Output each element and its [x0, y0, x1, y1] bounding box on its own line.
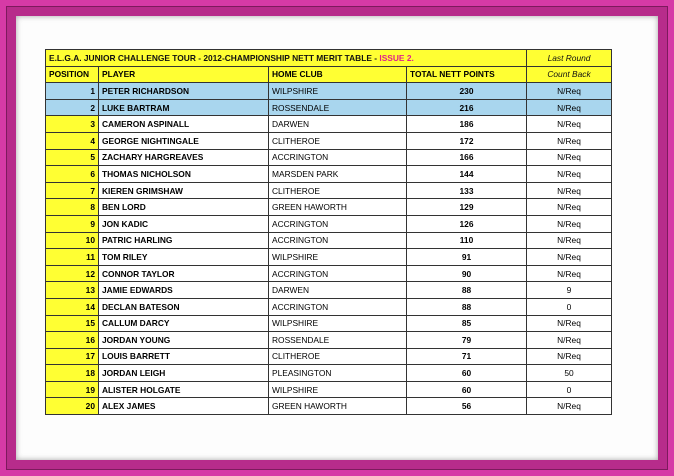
position-cell: 15 [46, 315, 99, 332]
points-cell: 129 [407, 199, 527, 216]
club-cell: DARWEN [269, 116, 407, 133]
position-header: POSITION [46, 66, 99, 83]
count-back-cell: N/Req [527, 232, 612, 249]
player-cell: KIEREN GRIMSHAW [99, 182, 269, 199]
points-cell: 172 [407, 132, 527, 149]
count-back-cell: N/Req [527, 215, 612, 232]
club-cell: ACCRINGTON [269, 232, 407, 249]
club-cell: WILPSHIRE [269, 381, 407, 398]
player-cell: DECLAN BATESON [99, 298, 269, 315]
position-cell: 12 [46, 265, 99, 282]
count-back-cell: N/Req [527, 149, 612, 166]
player-cell: JORDAN LEIGH [99, 365, 269, 382]
player-cell: JORDAN YOUNG [99, 332, 269, 349]
club-cell: PLEASINGTON [269, 365, 407, 382]
points-cell: 88 [407, 298, 527, 315]
club-cell: ROSSENDALE [269, 332, 407, 349]
count-back-cell: 0 [527, 298, 612, 315]
points-cell: 79 [407, 332, 527, 349]
table-row [46, 116, 612, 133]
player-cell: JON KADIC [99, 215, 269, 232]
points-cell: 60 [407, 365, 527, 382]
issue-label: ISSUE 2. [379, 52, 414, 63]
club-header: HOME CLUB [269, 66, 407, 83]
count-back-cell: 0 [527, 381, 612, 398]
title-row [46, 50, 612, 67]
position-cell: 8 [46, 199, 99, 216]
player-cell: CAMERON ASPINALL [99, 116, 269, 133]
count-back-cell: N/Req [527, 348, 612, 365]
club-cell: GREEN HAWORTH [269, 199, 407, 216]
player-cell: GEORGE NIGHTINGALE [99, 132, 269, 149]
player-cell: CALLUM DARCY [99, 315, 269, 332]
points-cell: 91 [407, 249, 527, 266]
points-cell: 85 [407, 315, 527, 332]
table-row [46, 265, 612, 282]
position-cell: 1 [46, 83, 99, 100]
table-row [46, 332, 612, 349]
merit-table [45, 49, 612, 415]
club-cell: CLITHEROE [269, 182, 407, 199]
table-row [46, 99, 612, 116]
table-row [46, 232, 612, 249]
count-back-cell: N/Req [527, 182, 612, 199]
player-cell: PETER RICHARDSON [99, 83, 269, 100]
count-back-cell: 50 [527, 365, 612, 382]
table-row [46, 282, 612, 299]
player-cell: CONNOR TAYLOR [99, 265, 269, 282]
table-row [46, 215, 612, 232]
count-back-cell: N/Req [527, 199, 612, 216]
table-row [46, 298, 612, 315]
count-back-header: Count Back [527, 66, 612, 83]
points-cell: 144 [407, 166, 527, 183]
table-row [46, 132, 612, 149]
position-cell: 17 [46, 348, 99, 365]
position-cell: 7 [46, 182, 99, 199]
club-cell: GREEN HAWORTH [269, 398, 407, 415]
club-cell: CLITHEROE [269, 132, 407, 149]
points-cell: 126 [407, 215, 527, 232]
table-row [46, 166, 612, 183]
points-header: TOTAL NETT POINTS [407, 66, 527, 83]
position-cell: 5 [46, 149, 99, 166]
count-back-cell: 9 [527, 282, 612, 299]
table-row [46, 149, 612, 166]
position-cell: 10 [46, 232, 99, 249]
points-cell: 90 [407, 265, 527, 282]
position-cell: 6 [46, 166, 99, 183]
points-cell: 56 [407, 398, 527, 415]
position-cell: 3 [46, 116, 99, 133]
points-cell: 88 [407, 282, 527, 299]
club-cell: ACCRINGTON [269, 298, 407, 315]
player-header: PLAYER [99, 66, 269, 83]
club-cell: ACCRINGTON [269, 265, 407, 282]
table-row [46, 199, 612, 216]
position-cell: 2 [46, 99, 99, 116]
position-cell: 14 [46, 298, 99, 315]
last-round-header: Last Round [527, 50, 612, 67]
player-cell: JAMIE EDWARDS [99, 282, 269, 299]
position-cell: 20 [46, 398, 99, 415]
position-cell: 9 [46, 215, 99, 232]
points-cell: 71 [407, 348, 527, 365]
count-back-cell: N/Req [527, 132, 612, 149]
points-cell: 166 [407, 149, 527, 166]
club-cell: ACCRINGTON [269, 149, 407, 166]
points-cell: 216 [407, 99, 527, 116]
table-row [46, 83, 612, 100]
player-cell: THOMAS NICHOLSON [99, 166, 269, 183]
position-cell: 16 [46, 332, 99, 349]
title-main: E.L.G.A. JUNIOR CHALLENGE TOUR - 2012-CHAMPIONSHIP NETT MERIT TABLE - [49, 52, 380, 63]
count-back-cell: N/Req [527, 249, 612, 266]
count-back-cell: N/Req [527, 166, 612, 183]
club-cell: WILPSHIRE [269, 83, 407, 100]
club-cell: ROSSENDALE [269, 99, 407, 116]
club-cell: DARWEN [269, 282, 407, 299]
club-cell: ACCRINGTON [269, 215, 407, 232]
count-back-cell: N/Req [527, 83, 612, 100]
club-cell: MARSDEN PARK [269, 166, 407, 183]
points-cell: 186 [407, 116, 527, 133]
table-row [46, 365, 612, 382]
column-header-row [46, 66, 612, 83]
position-cell: 4 [46, 132, 99, 149]
player-cell: ALISTER HOLGATE [99, 381, 269, 398]
count-back-cell: N/Req [527, 332, 612, 349]
player-cell: LUKE BARTRAM [99, 99, 269, 116]
position-cell: 19 [46, 381, 99, 398]
table-row [46, 315, 612, 332]
player-cell: LOUIS BARRETT [99, 348, 269, 365]
points-cell: 133 [407, 182, 527, 199]
player-cell: ZACHARY HARGREAVES [99, 149, 269, 166]
club-cell: WILPSHIRE [269, 249, 407, 266]
points-cell: 110 [407, 232, 527, 249]
points-cell: 60 [407, 381, 527, 398]
count-back-cell: N/Req [527, 99, 612, 116]
table-row [46, 182, 612, 199]
table-row [46, 381, 612, 398]
table-title [46, 50, 527, 67]
count-back-cell: N/Req [527, 398, 612, 415]
position-cell: 11 [46, 249, 99, 266]
player-cell: ALEX JAMES [99, 398, 269, 415]
points-cell: 230 [407, 83, 527, 100]
count-back-cell: N/Req [527, 315, 612, 332]
count-back-cell: N/Req [527, 116, 612, 133]
table-row [46, 348, 612, 365]
position-cell: 13 [46, 282, 99, 299]
count-back-cell: N/Req [527, 265, 612, 282]
club-cell: CLITHEROE [269, 348, 407, 365]
player-cell: BEN LORD [99, 199, 269, 216]
player-cell: TOM RILEY [99, 249, 269, 266]
position-cell: 18 [46, 365, 99, 382]
table-row [46, 398, 612, 415]
club-cell: WILPSHIRE [269, 315, 407, 332]
table-row [46, 249, 612, 266]
player-cell: PATRIC HARLING [99, 232, 269, 249]
